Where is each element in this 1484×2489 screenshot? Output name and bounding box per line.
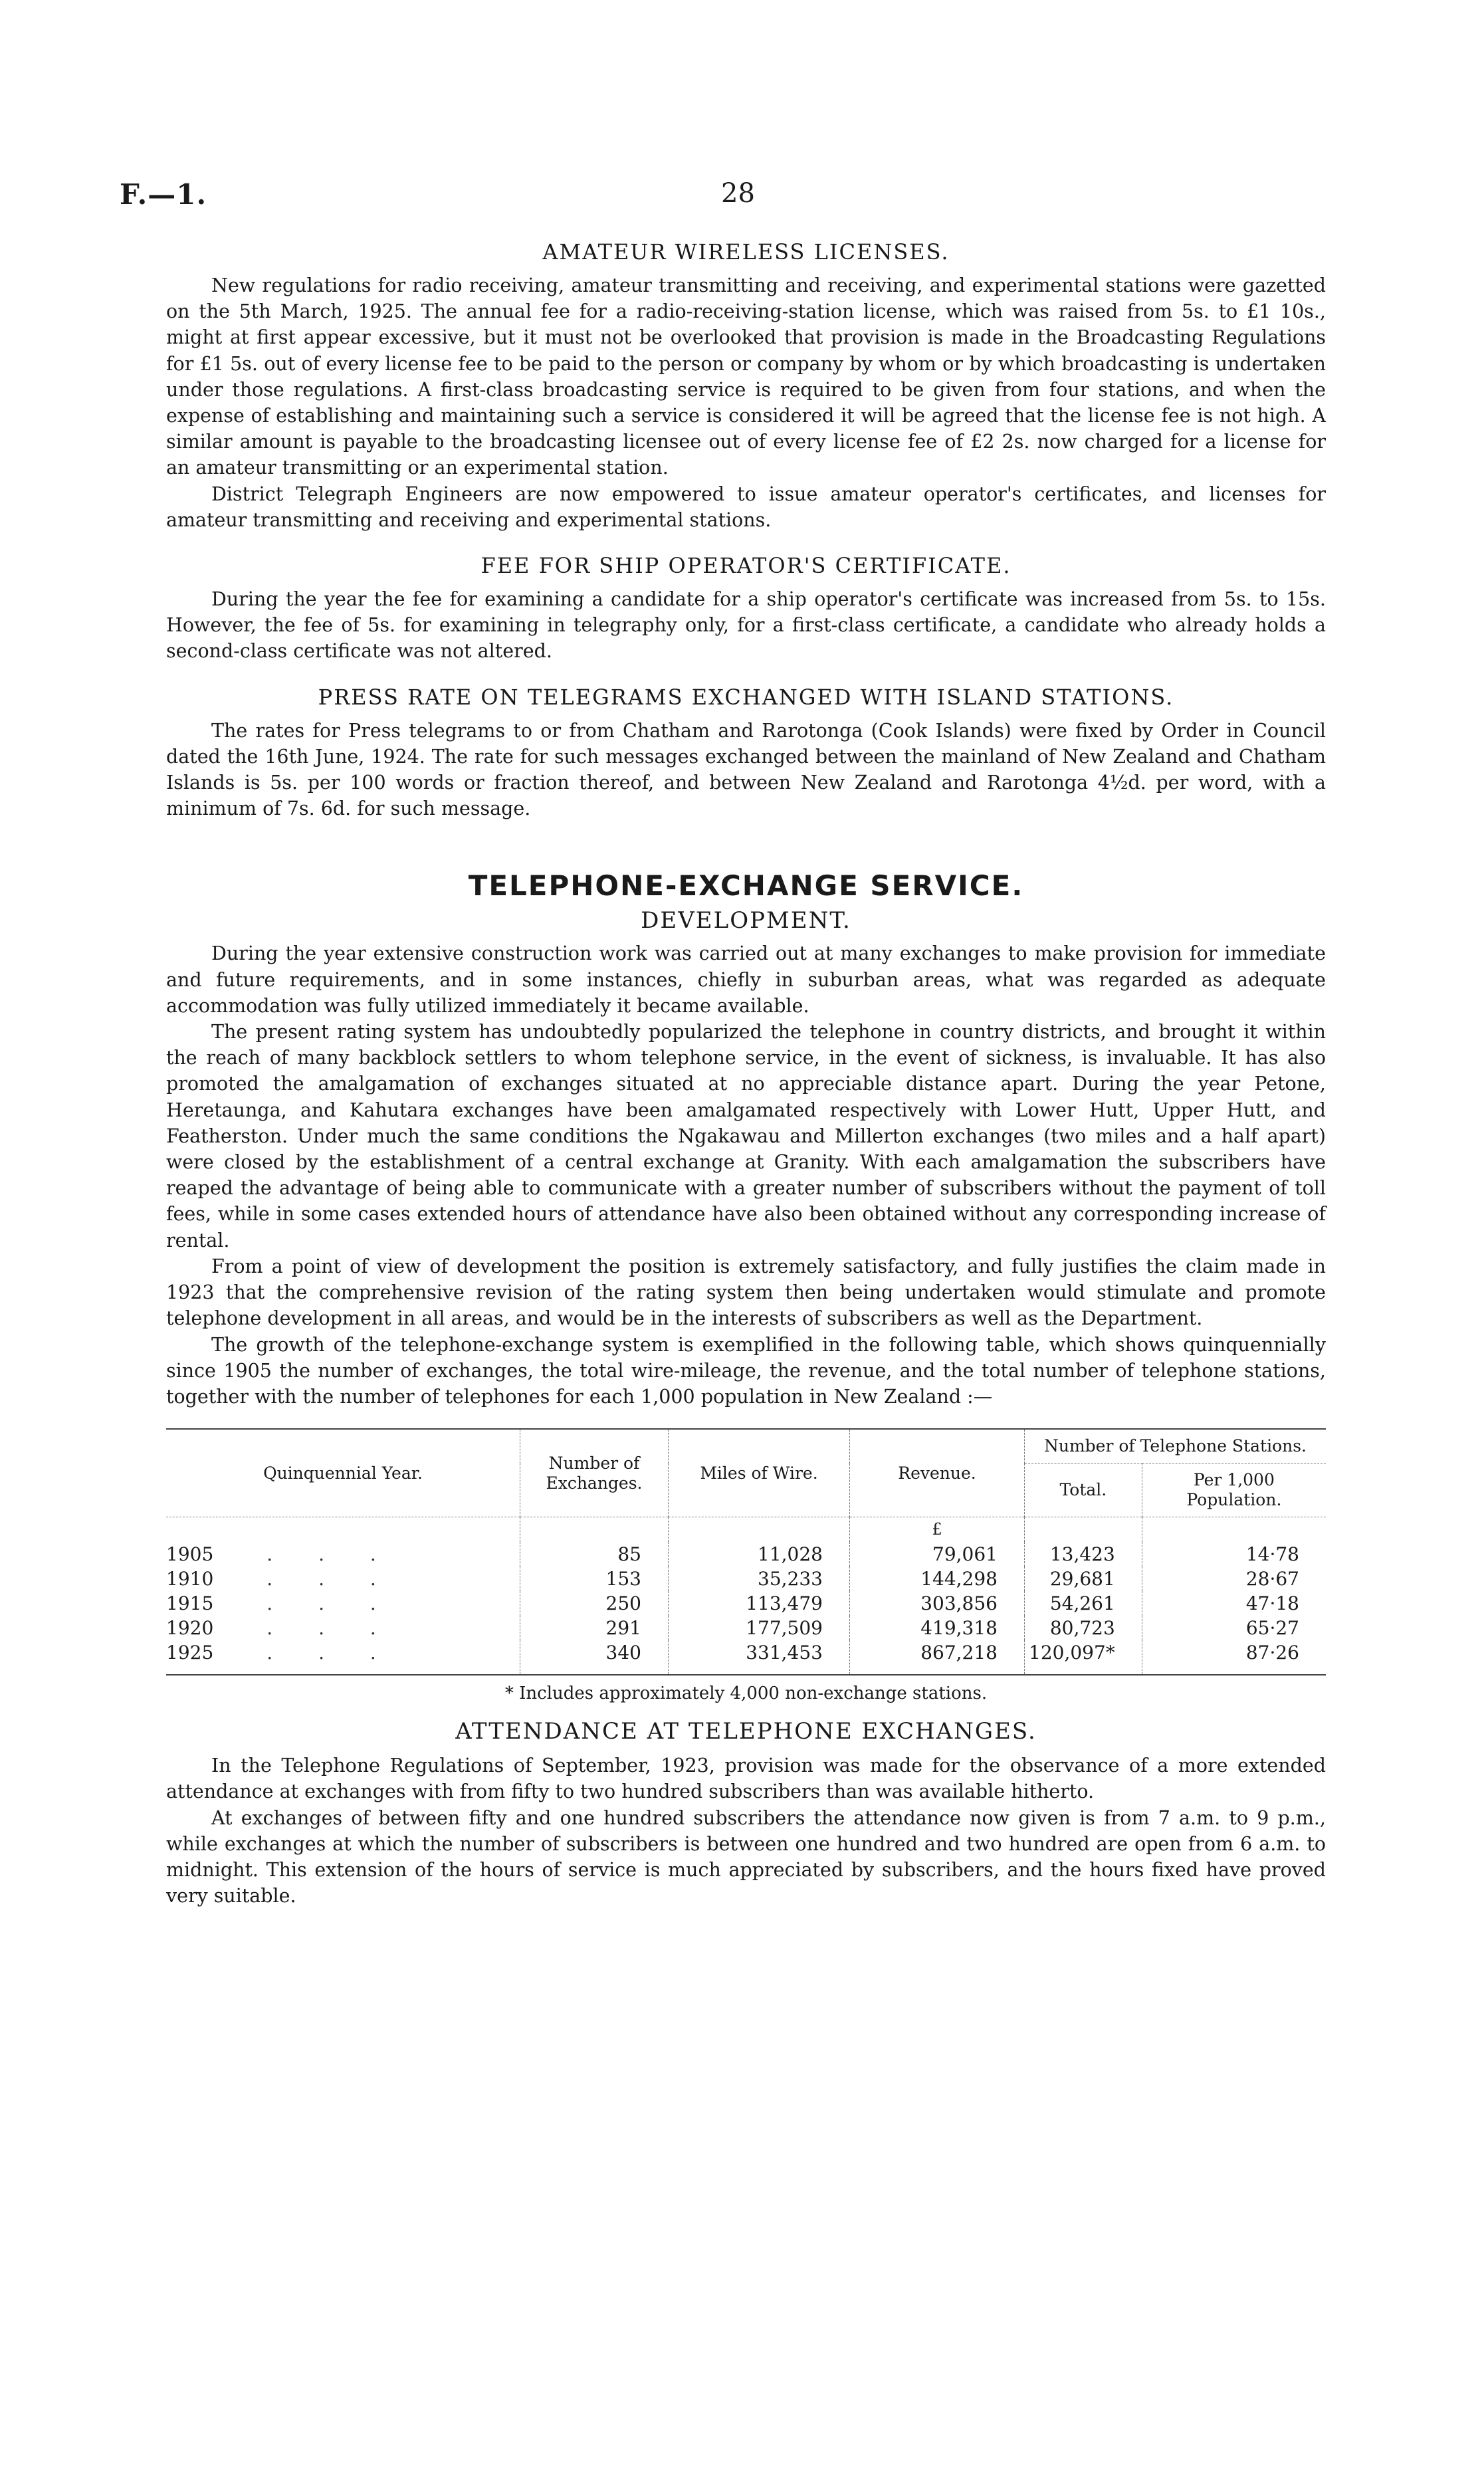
table-footnote: * Includes approximately 4,000 non-exchange stations.: [504, 1683, 988, 1704]
row-per-1000: 28·67: [1142, 1567, 1326, 1591]
telephone-paragraph-1: During the year extensive construction work was carried out at many exchanges to make provision for immediate and future requirements, and in some instances, chiefly in suburban areas, what was regarded as adequate accommodation was fully utilized immediately it became available.: [166, 942, 1326, 1017]
press-rate-section-title: PRESS RATE ON TELEGRAMS EXCHANGED WITH ISLAND STATIONS.: [318, 684, 1174, 710]
attendance-section-title: ATTENDANCE AT TELEPHONE EXCHANGES.: [455, 1718, 1037, 1745]
amateur-paragraph-2: District Telegraph Engineers are now empowered to issue amateur operator's certificates, and licenses for amateur transmitting and receiving and experimental stations.: [166, 483, 1326, 531]
leader-dots: . . .: [266, 1543, 396, 1566]
press-rate-paragraph: The rates for Press telegrams to or from Chatham and Rarotonga (Cook Islands) were fixed by Order in Council dated the 16th June, 1924. The rate for such messages exchanged between the mainland of New Zealand and Chatham Islands is 5s. per 100 words or fraction thereof, and between New Zealand and Rarotonga 4½d. per word, with a minimum of 7s. 6d. for such message.: [166, 719, 1326, 820]
row-total: 13,423: [1025, 1542, 1142, 1567]
row-total: 80,723: [1025, 1616, 1142, 1640]
row-per-1000: 87·26: [1142, 1640, 1326, 1675]
row-miles: 177,509: [669, 1616, 850, 1640]
header-revenue: Revenue.: [850, 1429, 1025, 1517]
row-total: 120,097*: [1025, 1640, 1142, 1675]
row-per-1000: 14·78: [1142, 1542, 1326, 1567]
row-revenue: 867,218: [850, 1640, 1025, 1675]
leader-dots: . . .: [266, 1642, 396, 1664]
table-row: [166, 1640, 1326, 1675]
row-per-1000: 47·18: [1142, 1591, 1326, 1616]
header-year: Quinquennial Year.: [263, 1463, 423, 1483]
row-year: 1910: [166, 1568, 214, 1590]
header-per-1000: Per 1,000 Population.: [1142, 1463, 1326, 1517]
leader-dots: . . .: [266, 1617, 396, 1640]
row-year: 1925: [166, 1642, 214, 1664]
table-row: [166, 1616, 1326, 1640]
table-row: [166, 1591, 1326, 1616]
telephone-paragraph-2: The present rating system has undoubtedly popularized the telephone in country districts, and brought it within the reach of many backblock settlers to whom telephone service, in the event of sickness, is invaluable. It has also promoted the amalgamation of exchanges situated at no appreciable distance apart. During the year Petone, Heretaunga, and Kahutara exchanges have been amalgamated respectively with Lower Hutt, Upper Hutt, and Featherston. Under much the same conditions the Ngakawau and Millerton exchanges (two miles and a half apart) were closed by the establishment of a central exchange at Granity. With each amalgamation the subscribers have reaped the advantage of being able to communicate with a greater number of subscribers without the payment of toll fees, while in some cases extended hours of attendance have also been obtained without any corresponding increase of rental.: [166, 1021, 1326, 1251]
table-row: [166, 1542, 1326, 1567]
row-year: 1905: [166, 1543, 214, 1566]
row-exchanges: 153: [520, 1567, 669, 1591]
revenue-unit: £: [850, 1517, 1025, 1543]
row-exchanges: 85: [520, 1542, 669, 1567]
header-miles: Miles of Wire.: [669, 1429, 850, 1517]
row-revenue: 144,298: [850, 1567, 1025, 1591]
leader-dots: . . .: [266, 1568, 396, 1590]
row-miles: 331,453: [669, 1640, 850, 1675]
telephone-section-title: TELEPHONE-EXCHANGE SERVICE.: [468, 869, 1024, 903]
telephone-paragraph-4: The growth of the telephone-exchange system is exemplified in the following table, which shows quinquennially since 1905 the number of exchanges, the total wire-mileage, the revenue, and the total number of telephone stations, together with the number of telephones for each 1,000 population in New Zealand :—: [166, 1333, 1326, 1408]
attendance-paragraph-1: In the Telephone Regulations of September, 1923, provision was made for the observance of a more extended attendance at exchanges with from fifty to two hundred subscribers than was available hitherto.: [166, 1755, 1326, 1803]
row-miles: 113,479: [669, 1591, 850, 1616]
document-reference: F.—1.: [120, 178, 207, 211]
row-miles: 35,233: [669, 1567, 850, 1591]
row-exchanges: 250: [520, 1591, 669, 1616]
telephone-paragraph-3: From a point of view of development the position is extremely satisfactory, and fully justifies the claim made in 1923 that the comprehensive revision of the rating system then being undertaken would stimulate and promote telephone development in all areas, and would be in the interests of subscribers as well as the Department.: [166, 1255, 1326, 1330]
row-total: 29,681: [1025, 1567, 1142, 1591]
telephone-growth-table: [166, 1428, 1326, 1676]
table-row: [166, 1567, 1326, 1591]
amateur-section-title: AMATEUR WIRELESS LICENSES.: [542, 239, 950, 265]
row-revenue: 419,318: [850, 1616, 1025, 1640]
row-per-1000: 65·27: [1142, 1616, 1326, 1640]
row-total: 54,261: [1025, 1591, 1142, 1616]
row-revenue: 303,856: [850, 1591, 1025, 1616]
leader-dots: . . .: [266, 1592, 396, 1615]
amateur-paragraph-1: New regulations for radio receiving, amateur transmitting and receiving, and experimental stations were gazetted on the 5th March, 1925. The annual fee for a radio-receiving-station license, which was raised from 5s. to £1 10s., might at first appear excessive, but it must not be overlooked that provision is made in the Broadcasting Regulations for £1 5s. out of every license fee to be paid to the person or company by whom or by which broadcasting is undertaken under those regulations. A first-class broadcasting service is required to be given from four stations, and when the expense of establishing and maintaining such a service is considered it will be agreed that the license fee is not high. A similar amount is payable to the broadcasting licensee out of every license fee of £2 2s. now charged for a license for an amateur transmitting or an experimental station.: [166, 274, 1326, 479]
row-exchanges: 291: [520, 1616, 669, 1640]
attendance-paragraph-2: At exchanges of between fifty and one hundred subscribers the attendance now given is from 7 a.m. to 9 p.m., while exchanges at which the number of subscribers is between one hundred and two hundred are open from 6 a.m. to midnight. This extension of the hours of service is much appreciated by subscribers, and the hours fixed have proved very suitable.: [166, 1806, 1326, 1907]
page-number: 28: [721, 178, 755, 209]
development-subtitle: DEVELOPMENT.: [641, 907, 851, 934]
page-content: [166, 239, 1326, 1909]
row-revenue: 79,061: [850, 1542, 1025, 1567]
header-exchanges: Number of Exchanges.: [520, 1429, 669, 1517]
header-total: Total.: [1025, 1463, 1142, 1517]
ship-fee-section-title: FEE FOR SHIP OPERATOR'S CERTIFICATE.: [480, 553, 1011, 579]
ship-fee-paragraph: During the year the fee for examining a candidate for a ship operator's certificate was increased from 5s. to 15s. However, the fee of 5s. for examining in telegraphy only, for a first-class certificate, a candidate who already holds a second-class certificate was not altered.: [166, 588, 1326, 663]
row-exchanges: 340: [520, 1640, 669, 1675]
header-stations-group: Number of Telephone Stations.: [1025, 1429, 1326, 1463]
row-miles: 11,028: [669, 1542, 850, 1567]
row-year: 1920: [166, 1617, 214, 1640]
row-year: 1915: [166, 1592, 214, 1615]
